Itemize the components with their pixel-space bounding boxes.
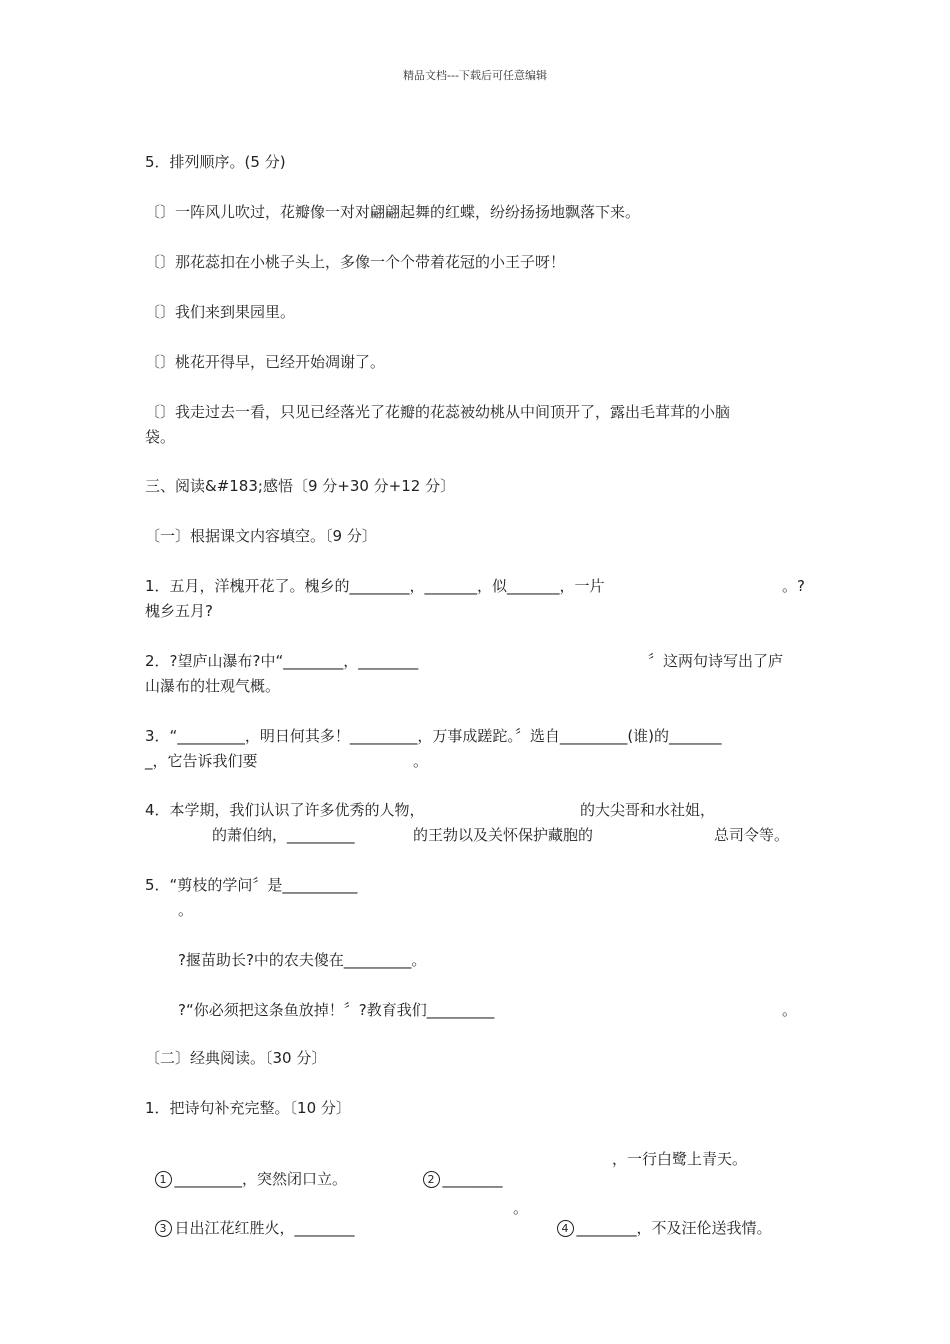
order-item-5-cont: 袋。: [145, 428, 176, 446]
order-item-5: 〔〕我走过去一看，只见已经落光了花瓣的花蕊被幼桃从中间顶开了，露出毛茸茸的小脑: [145, 403, 731, 421]
circled-number-4: 4: [557, 1220, 574, 1237]
poem-line-1: [145, 1149, 347, 1189]
fill-q4-people-1: 的大尖哥和水社姐，: [580, 801, 716, 819]
poem-line-2-blank: ________: [442, 1170, 503, 1188]
order-item-3: 〔〕我们来到果园里。: [145, 303, 296, 321]
order-item-2: 〔〕那花蕊扣在小桃子头上，多像一个个带着花冠的小王子呀！: [145, 253, 566, 271]
fill-q5-line3: ?“你必须把这条鱼放掉！〞?教育我们_________: [178, 1001, 495, 1019]
poem-line-3-text: 日出江花红胜火，________: [174, 1219, 355, 1237]
fill-q3-line1: 3．“_________，明日何其多！_________，万事成蹉跎。〞选自_________(谁)的_______: [145, 727, 722, 745]
fill-q2-line2: 山瀑布的壮观气概。: [145, 677, 281, 695]
poem-line-2: [413, 1149, 503, 1189]
fill-q4-people-2: 的萧伯纳，_________: [212, 826, 355, 844]
fill-q2-line1: 2．?望庐山瀑布?中“________，________: [145, 652, 419, 670]
poem-line-1-text: _________，突然闭口立。: [174, 1170, 348, 1188]
fill-q3-end: 。: [413, 752, 429, 770]
poem-line-3: [145, 1198, 355, 1238]
poem-line-4: [547, 1198, 772, 1238]
fill-q4-people-3: 的王勃以及关怀保护藏胞的: [413, 826, 594, 844]
part-1-title: 〔一〕根据课文内容填空。〔9 分〕: [145, 527, 377, 545]
fill-q3-line2: _，它告诉我们要: [145, 752, 258, 770]
order-item-1: 〔〕一阵风儿吹过，花瓣像一对对翩翩起舞的红蝶，纷纷扬扬地飘落下来。: [145, 203, 641, 221]
order-item-4: 〔〕桃花开得早，已经开始凋谢了。: [145, 353, 386, 371]
fill-q2-end: 〞这两句诗写出了庐: [648, 652, 784, 670]
poem-question-title: 1．把诗句补充完整。〔10 分〕: [145, 1099, 351, 1117]
circled-number-1: 1: [155, 1171, 172, 1188]
section-3-title: 三、阅读&#183;感悟〔9 分+30 分+12 分〕: [145, 477, 456, 495]
poem-line-4-text: ________，不及汪伦送我情。: [576, 1219, 772, 1237]
fill-q1-end: 。?: [782, 577, 805, 595]
fill-q5-line3-end: 。: [782, 1001, 798, 1019]
page-header: 精品文档---下载后可任意编辑: [403, 69, 547, 82]
fill-q5-line1: 5．“剪枝的学问〞是__________: [145, 876, 358, 894]
q5-title: 5．排列顺序。(5 分): [145, 153, 286, 171]
part-2-title: 〔二〕经典阅读。〔30 分〕: [145, 1049, 327, 1067]
fill-q5-line2: ?揠苗助长?中的农夫傻在_________。: [178, 951, 427, 969]
poem-line-3-end: 。: [513, 1199, 529, 1217]
fill-q4-end: 总司令等。: [714, 826, 790, 844]
poem-line-2-text: ，一行白鹭上青天。: [612, 1150, 748, 1168]
fill-q4-line1: 4．本学期，我们认识了许多优秀的人物，: [145, 801, 425, 819]
circled-number-2: 2: [423, 1171, 440, 1188]
circled-number-3: 3: [155, 1220, 172, 1237]
fill-q5-line1-end: 。: [178, 901, 194, 919]
fill-q1-line2: 槐乡五月?: [145, 602, 213, 620]
fill-q1-line1: 1．五月，洋槐开花了。槐乡的________，_______，似_______，一片: [145, 577, 605, 595]
